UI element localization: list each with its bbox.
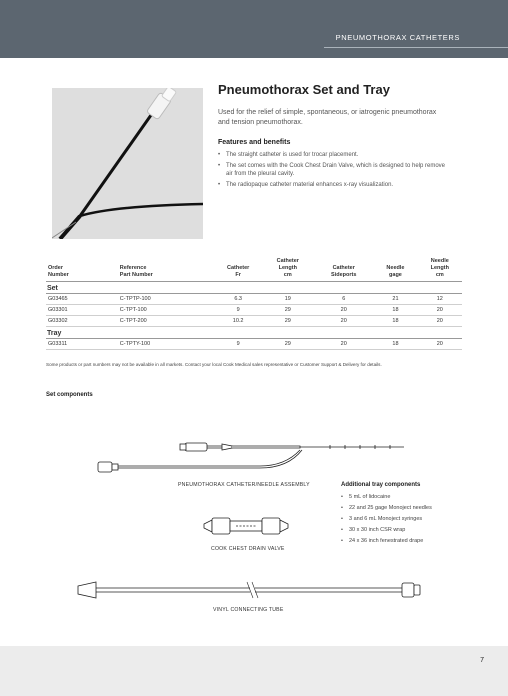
section-title: PNEUMOTHORAX CATHETERS bbox=[335, 33, 460, 42]
footer-band bbox=[0, 646, 508, 696]
header-catheter-length: Catheter Length cm bbox=[261, 258, 314, 282]
header-rule bbox=[324, 47, 508, 48]
product-intro: Used for the relief of simple, spontaneous, or iatrogenic pneumothorax and tension pneumothorax. bbox=[218, 109, 437, 126]
table-row: G03301 C-TPT-100 9 29 20 18 20 bbox=[46, 305, 462, 316]
product-table bbox=[46, 258, 462, 350]
vinyl-connecting-tube-drawing bbox=[78, 582, 420, 598]
tube-caption: VINYL CONNECTING TUBE bbox=[213, 607, 284, 613]
tray-components-list bbox=[341, 494, 481, 549]
product-title: Pneumothorax Set and Tray bbox=[218, 82, 390, 97]
feature-item: • The straight catheter is used for trocar placement. bbox=[218, 151, 448, 159]
catheter-photo-illustration bbox=[52, 88, 203, 239]
header-needle-gage: Needle gage bbox=[373, 258, 417, 282]
table-row: G03311 C-TPTY-100 9 29 20 18 20 bbox=[46, 339, 462, 350]
set-components-heading: Set components bbox=[46, 392, 93, 398]
chest-drain-valve-drawing bbox=[204, 518, 288, 534]
header-band bbox=[0, 0, 508, 58]
tray-component-item: • 5 mL of lidocaine bbox=[341, 494, 481, 501]
tray-component-item: • 3 and 6 mL Monoject syringes bbox=[341, 516, 481, 523]
tray-component-item: • 24 x 36 inch fenestrated drape bbox=[341, 538, 481, 545]
valve-caption: COOK CHEST DRAIN VALVE bbox=[211, 546, 285, 552]
header-catheter-sideports: Catheter Sideports bbox=[314, 258, 373, 282]
features-list bbox=[218, 151, 448, 192]
header-reference-part-number: Reference Part Number bbox=[118, 258, 215, 282]
features-heading: Features and benefits bbox=[218, 139, 291, 146]
tray-component-item: • 30 x 30 inch CSR wrap bbox=[341, 527, 481, 534]
page-number: 7 bbox=[480, 657, 484, 664]
header-order-number: Order Number bbox=[46, 258, 118, 282]
assembly-caption: PNEUMOTHORAX CATHETER/NEEDLE ASSEMBLY bbox=[178, 482, 310, 488]
header-catheter-fr: Catheter Fr bbox=[215, 258, 261, 282]
catheter-needle-assembly-drawing bbox=[98, 443, 404, 472]
feature-item: • The radiopaque catheter material enhances x-ray visualization. bbox=[218, 181, 448, 189]
table-section-set: Set bbox=[46, 282, 462, 294]
table-header-row bbox=[46, 258, 462, 282]
availability-note: Some products or part numbers may not be available in all markets. Contact your local Cook Medical sales representative or Customer Support & Delivery for details. bbox=[46, 362, 382, 367]
product-photo bbox=[52, 88, 203, 239]
table-row: G03465 C-TPTP-100 6.3 19 6 21 12 bbox=[46, 294, 462, 305]
feature-item: • The set comes with the Cook Chest Drain Valve, which is designed to help remove air from the pleural cavity. bbox=[218, 162, 448, 178]
tray-component-item: • 22 and 25 gage Monoject needles bbox=[341, 505, 481, 512]
table-row: G03302 C-TPT-200 10.2 29 20 18 20 bbox=[46, 316, 462, 327]
table-section-tray: Tray bbox=[46, 327, 462, 339]
tray-components-heading: Additional tray components bbox=[341, 482, 421, 488]
header-needle-length: Needle Length cm bbox=[418, 258, 462, 282]
